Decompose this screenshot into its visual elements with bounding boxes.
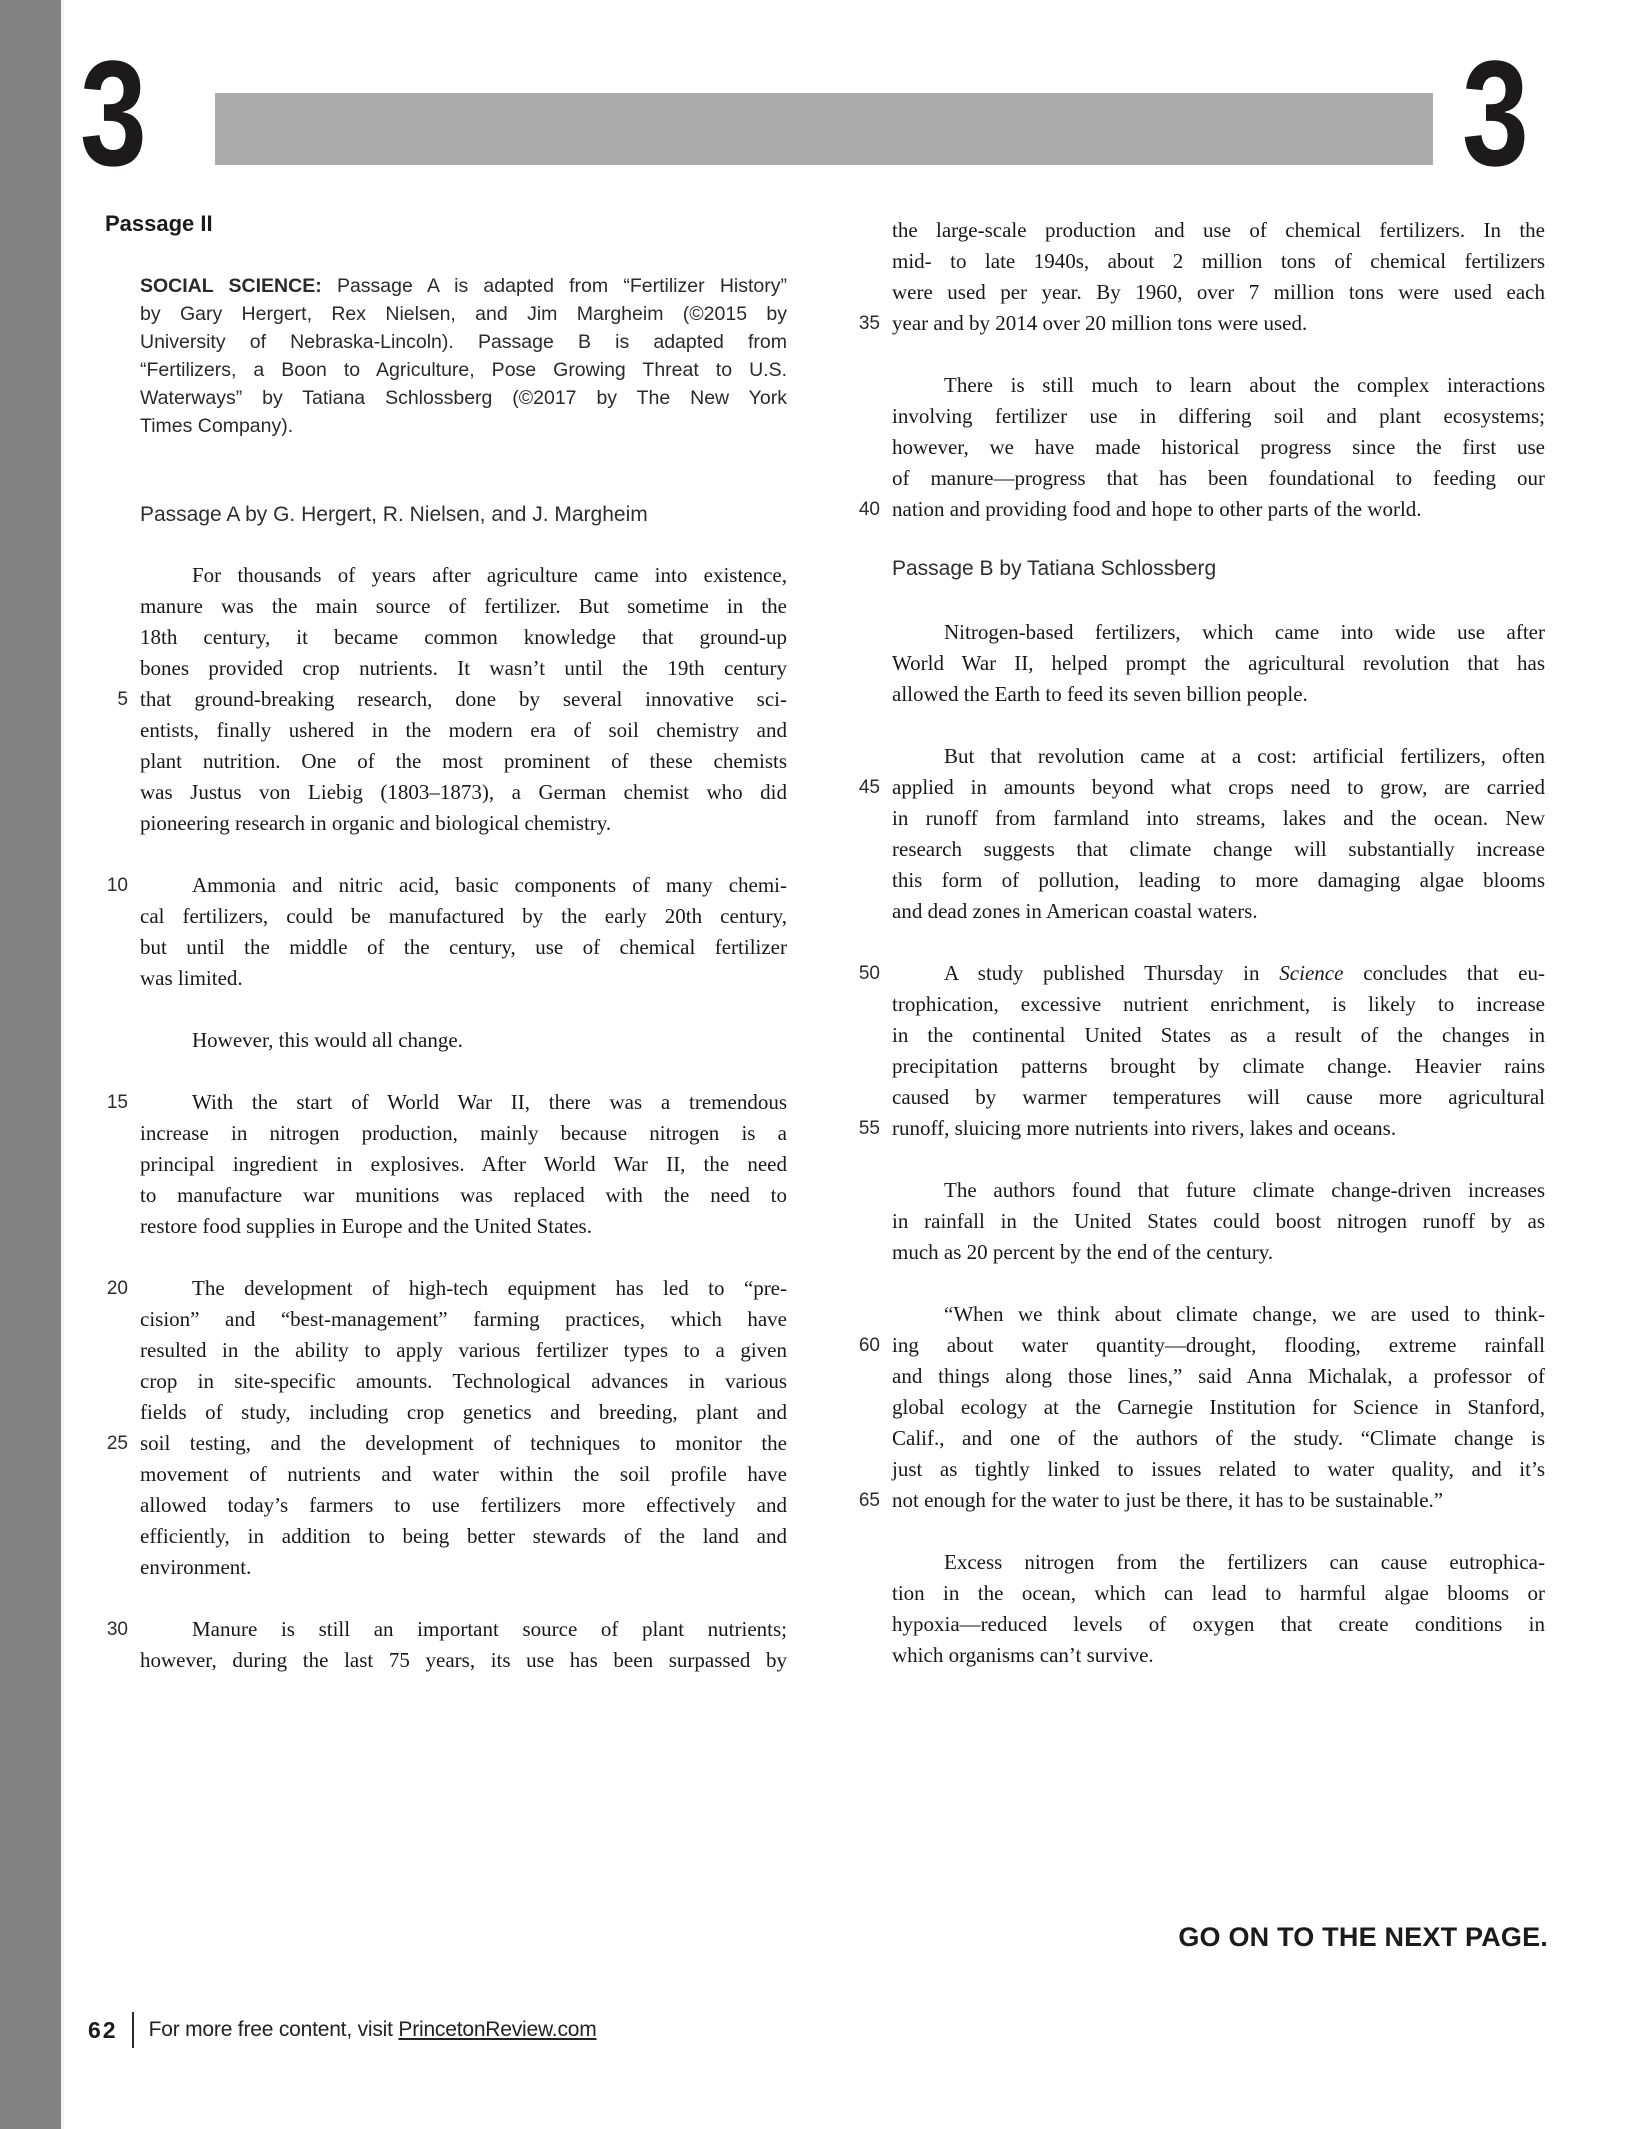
- passage-line: not enough for the water to just be there, it has to be sustainable.”: [892, 1488, 1444, 1512]
- passage-line: allowed the Earth to feed its seven billion people.: [892, 682, 1308, 706]
- line-number: [840, 1361, 880, 1392]
- line-number: [840, 741, 880, 772]
- line-number: [88, 1025, 128, 1056]
- passage-line: and dead zones in American coastal waters.: [892, 899, 1258, 923]
- passage-line-row: [88, 653, 787, 684]
- line-number: [840, 277, 880, 308]
- passage-b-heading: Passage B by Tatiana Schlossberg: [892, 557, 1217, 580]
- passage-title: Passage II: [105, 211, 213, 236]
- passage-line: in rainfall in the United States could boost nitrogen runoff by as: [892, 1209, 1545, 1233]
- line-number: [88, 808, 128, 839]
- passage-line: runoff, sluicing more nutrients into rivers, lakes and oceans.: [892, 1116, 1397, 1140]
- passage-line-row: [88, 622, 787, 653]
- passage-line-row: [840, 432, 1545, 463]
- passage-line: Manure is still an important source of plant nutrients;: [192, 1617, 787, 1641]
- line-number: 55: [858, 1118, 880, 1139]
- passage-line: mid- to late 1940s, about 2 million tons of chemical fertilizers: [892, 249, 1545, 273]
- passage-line-row: [88, 715, 787, 746]
- passage-line-row: [840, 989, 1545, 1020]
- line-number: [88, 1304, 128, 1335]
- line-number: [88, 932, 128, 963]
- passage-line: restore food supplies in Europe and the United States.: [140, 1214, 592, 1238]
- line-number: [840, 1082, 880, 1113]
- passage-line: however, during the last 75 years, its use has been surpassed by: [140, 1648, 787, 1672]
- line-number: [88, 1335, 128, 1366]
- line-number: 60: [858, 1335, 880, 1356]
- passage-line-row: [88, 746, 787, 777]
- passage-line-row: [840, 1206, 1545, 1237]
- passage-line-row: [840, 834, 1545, 865]
- passage-line-row: [88, 684, 787, 715]
- intro-line: “Fertilizers, a Boon to Agriculture, Pose Growing Threat to U.S.: [140, 359, 787, 381]
- passage-line: cision” and “best-management” farming practices, which have: [140, 1307, 787, 1331]
- passage-line: nation and providing food and hope to other parts of the world.: [892, 497, 1422, 521]
- paragraph: [840, 1175, 1545, 1268]
- passage-line-row: [840, 215, 1545, 246]
- passage-line: “When we think about climate change, we are used to think-: [944, 1302, 1545, 1326]
- line-number: [88, 622, 128, 653]
- passage-line-row: [88, 777, 787, 808]
- passage-line-row: [88, 1366, 787, 1397]
- passage-line-row: [840, 1175, 1545, 1206]
- intro-line: University of Nebraska-Lincoln). Passage B is adapted from: [140, 331, 787, 353]
- paragraph: [88, 1614, 787, 1676]
- passage-line-row: [88, 1552, 787, 1583]
- passage-line: in the continental United States as a result of the changes in: [892, 1023, 1545, 1047]
- line-number: [840, 1547, 880, 1578]
- passage-line: bones provided crop nutrients. It wasn’t until the 19th century: [140, 656, 787, 680]
- passage-line: World War II, helped prompt the agricultural revolution that has: [892, 651, 1545, 675]
- passage-line-row: [840, 1330, 1545, 1361]
- line-number: 15: [106, 1092, 128, 1113]
- passage-line-row: [840, 246, 1545, 277]
- line-number: [840, 1640, 880, 1671]
- passage-line-row: [840, 463, 1545, 494]
- line-number: 35: [858, 313, 880, 334]
- passage-line: A study published Thursday in Science concludes that eu-: [944, 961, 1545, 985]
- passage-line-row: [88, 1211, 787, 1242]
- passage-line-row: [840, 370, 1545, 401]
- line-number: [840, 648, 880, 679]
- page-footer: [88, 2012, 597, 2048]
- passage-line: trophication, excessive nutrient enrichment, is likely to increase: [892, 992, 1545, 1016]
- passage-line-row: [88, 808, 787, 839]
- intro-line: by Gary Hergert, Rex Nielsen, and Jim Margheim (©2015 by: [140, 303, 787, 325]
- passage-line-row: [840, 1609, 1545, 1640]
- line-number: [840, 463, 880, 494]
- intro-line: SOCIAL SCIENCE: Passage A is adapted from “Fertilizer History”: [140, 275, 787, 297]
- go-on-instruction: GO ON TO THE NEXT PAGE.: [1178, 1922, 1548, 1952]
- line-number: [840, 1175, 880, 1206]
- intro-line: Waterways” by Tatiana Schlossberg (©2017 by The New York: [140, 387, 787, 409]
- passage-line: just as tightly linked to issues related to water quality, and it’s: [892, 1457, 1545, 1481]
- passage-line: hypoxia—reduced levels of oxygen that create conditions in: [892, 1612, 1545, 1636]
- paragraph: [840, 617, 1545, 710]
- passage-line-row: [840, 1454, 1545, 1485]
- line-number: [840, 1578, 880, 1609]
- line-number: [840, 1454, 880, 1485]
- passage-line: involving fertilizer use in differing soil and plant ecosystems;: [892, 404, 1545, 428]
- passage-line: pioneering research in organic and biological chemistry.: [140, 811, 612, 835]
- passage-line: entists, finally ushered in the modern era of soil chemistry and: [140, 718, 787, 742]
- passage-line-row: [88, 1428, 787, 1459]
- left-column: [88, 205, 787, 1707]
- passage-a-text: [88, 502, 787, 1676]
- passage-line-row: [88, 1459, 787, 1490]
- line-number: [88, 1118, 128, 1149]
- passage-line-row: [840, 1547, 1545, 1578]
- line-number: [840, 1299, 880, 1330]
- passage-line: efficiently, in addition to being better stewards of the land and: [140, 1524, 787, 1548]
- passage-line-row: [840, 1237, 1545, 1268]
- passage-line-row: [840, 958, 1545, 989]
- line-number: [88, 1490, 128, 1521]
- page-number: 62: [88, 2016, 118, 2043]
- passage-line: Nitrogen-based fertilizers, which came into wide use after: [944, 620, 1545, 644]
- passage-line-row: [840, 896, 1545, 927]
- passage-line-row: [840, 648, 1545, 679]
- line-number: [840, 1609, 880, 1640]
- passage-line-row: [88, 591, 787, 622]
- passage-line: much as 20 percent by the end of the century.: [892, 1240, 1274, 1264]
- line-number: 40: [858, 499, 880, 520]
- passage-line: fields of study, including crop genetics and breeding, plant and: [140, 1400, 787, 1424]
- passage-line-row: [88, 870, 787, 901]
- passage-line-row: [840, 494, 1545, 525]
- passage-line: was limited.: [140, 966, 243, 990]
- paragraph: [840, 958, 1545, 1144]
- line-number: [840, 989, 880, 1020]
- passage-intro-blurb: [140, 272, 787, 440]
- passage-line: Ammonia and nitric acid, basic components of many chemi-: [192, 873, 787, 897]
- passage-line-row: [840, 1423, 1545, 1454]
- paragraph: [840, 741, 1545, 927]
- passage-line-row: [840, 1051, 1545, 1082]
- line-number: 10: [106, 875, 128, 896]
- line-number: [88, 1459, 128, 1490]
- passage-line: research suggests that climate change will substantially increase: [892, 837, 1545, 861]
- passage-line: however, we have made historical progress since the first use: [892, 435, 1545, 459]
- left-gray-rail: [0, 0, 64, 2129]
- line-number: [840, 1206, 880, 1237]
- paragraph: [840, 215, 1545, 339]
- footer-divider: [132, 2012, 134, 2048]
- passage-line-row: [88, 1273, 787, 1304]
- passage-line: crop in site-specific amounts. Technological advances in various: [140, 1369, 787, 1393]
- footer-link[interactable]: PrincetonReview.com: [398, 2018, 597, 2041]
- passage-line: environment.: [140, 1555, 252, 1579]
- passage-line: was Justus von Liebig (1803–1873), a German chemist who did: [140, 780, 787, 804]
- passage-line-row: [88, 1645, 787, 1676]
- passage-line: but until the middle of the century, use of chemical fertilizer: [140, 935, 787, 959]
- passage-line: resulted in the ability to apply various fertilizer types to a given: [140, 1338, 787, 1362]
- line-number: [840, 401, 880, 432]
- passage-line: caused by warmer temperatures will cause more agricultural: [892, 1085, 1545, 1109]
- passage-line-row: [840, 772, 1545, 803]
- passage-line: There is still much to learn about the complex interactions: [944, 373, 1545, 397]
- passage-line-row: [88, 1304, 787, 1335]
- line-number: [840, 215, 880, 246]
- passage-line-row: [840, 803, 1545, 834]
- passage-line-row: [840, 865, 1545, 896]
- passage-line-row: [88, 1614, 787, 1645]
- passage-line-row: [88, 1521, 787, 1552]
- line-number: 45: [858, 777, 880, 798]
- passage-line: applied in amounts beyond what crops need to grow, are carried: [892, 775, 1545, 799]
- passage-line-row: [88, 1118, 787, 1149]
- passage-line: cal fertilizers, could be manufactured by the early 20th century,: [140, 904, 787, 928]
- passage-line: which organisms can’t survive.: [892, 1643, 1154, 1667]
- passage-line-row: [88, 1335, 787, 1366]
- footer-text-label: For more free content, visit: [148, 2018, 399, 2041]
- line-number: [840, 803, 880, 834]
- passage-line-row: [840, 1578, 1545, 1609]
- passage-line: year and by 2014 over 20 million tons were used.: [892, 311, 1308, 335]
- line-number: [88, 777, 128, 808]
- passage-line-row: [840, 1485, 1545, 1516]
- line-number: 20: [106, 1278, 128, 1299]
- passage-line-row: [840, 1361, 1545, 1392]
- line-number: [88, 560, 128, 591]
- passage-line-row: [840, 308, 1545, 339]
- line-number: [840, 865, 880, 896]
- passage-line-row: [840, 277, 1545, 308]
- passage-line: ing about water quantity—drought, flooding, extreme rainfall: [892, 1333, 1545, 1357]
- passage-line-row: [840, 1299, 1545, 1330]
- section-number-left: 3: [80, 29, 147, 197]
- passage-line: manure was the main source of fertilizer. But sometime in the: [140, 594, 787, 618]
- passage-line-row: [88, 1149, 787, 1180]
- passage-line: tion in the ocean, which can lead to harmful algae blooms or: [892, 1581, 1545, 1605]
- line-number: [840, 617, 880, 648]
- line-number: [840, 370, 880, 401]
- paragraph: [88, 870, 787, 994]
- passage-line-row: [88, 560, 787, 591]
- intro-line: Times Company).: [140, 415, 294, 437]
- passage-line-row: [88, 1025, 787, 1056]
- line-number: [88, 591, 128, 622]
- passage-line-row: [840, 401, 1545, 432]
- passage-line-row: [88, 932, 787, 963]
- line-number: [88, 715, 128, 746]
- passage-line-row: [88, 1180, 787, 1211]
- passage-line: movement of nutrients and water within the soil profile have: [140, 1462, 787, 1486]
- passage-line-row: [88, 1397, 787, 1428]
- line-number: [840, 1392, 880, 1423]
- line-number: [88, 1552, 128, 1583]
- line-number: [840, 896, 880, 927]
- passage-line: global ecology at the Carnegie Institution for Science in Stanford,: [892, 1395, 1545, 1419]
- line-number: [840, 679, 880, 710]
- passage-line: soil testing, and the development of techniques to monitor the: [140, 1431, 787, 1455]
- passage-line: Calif., and one of the authors of the study. “Climate change is: [892, 1426, 1545, 1450]
- passage-line: in runoff from farmland into streams, lakes and the ocean. New: [892, 806, 1545, 830]
- line-number: 50: [858, 963, 880, 984]
- line-number: [88, 1397, 128, 1428]
- line-number: [88, 901, 128, 932]
- passage-line: Excess nitrogen from the fertilizers can cause eutrophica-: [944, 1550, 1545, 1574]
- passage-line-row: [840, 741, 1545, 772]
- passage-line: However, this would all change.: [192, 1028, 463, 1052]
- line-number: [840, 1051, 880, 1082]
- line-number: [840, 246, 880, 277]
- passage-line: were used per year. By 1960, over 7 million tons were used each: [892, 280, 1545, 304]
- passage-line: increase in nitrogen production, mainly because nitrogen is a: [140, 1121, 787, 1145]
- line-number: [88, 1366, 128, 1397]
- footer-text: [149, 2018, 597, 2042]
- line-number: [840, 834, 880, 865]
- passage-line-row: [840, 1020, 1545, 1051]
- passage-line-row: [840, 1082, 1545, 1113]
- passage-line-row: [88, 901, 787, 932]
- passage-line: principal ingredient in explosives. After World War II, the need: [140, 1152, 787, 1176]
- line-number: [88, 1521, 128, 1552]
- paragraph: [88, 1087, 787, 1242]
- line-number: [88, 746, 128, 777]
- passage-line-row: [840, 679, 1545, 710]
- passage-line: The development of high-tech equipment has led to “pre-: [192, 1276, 787, 1300]
- section-number-right: 3: [1462, 29, 1529, 197]
- paragraph: [840, 1299, 1545, 1516]
- passage-a-heading: Passage A by G. Hergert, R. Nielsen, and J. Margheim: [140, 503, 648, 526]
- line-number: 5: [117, 689, 128, 710]
- passage-line: of manure—progress that has been foundational to feeding our: [892, 466, 1545, 490]
- paragraph: [88, 560, 787, 839]
- passage-line: the large-scale production and use of chemical fertilizers. In the: [892, 218, 1545, 242]
- line-number: 30: [106, 1619, 128, 1640]
- paragraph: [88, 1273, 787, 1583]
- passage-line-row: [88, 1490, 787, 1521]
- passage-line: precipitation patterns brought by climate change. Heavier rains: [892, 1054, 1545, 1078]
- line-number: [88, 963, 128, 994]
- line-number: [88, 1149, 128, 1180]
- header-gray-bar: [215, 93, 1433, 165]
- right-column: [840, 215, 1545, 1702]
- passage-line: plant nutrition. One of the most prominent of these chemists: [140, 749, 787, 773]
- line-number: [88, 653, 128, 684]
- passage-line: and things along those lines,” said Anna Michalak, a professor of: [892, 1364, 1545, 1388]
- paragraph: [88, 1025, 787, 1056]
- passage-line: But that revolution came at a cost: artificial fertilizers, often: [944, 744, 1545, 768]
- passage-line-row: [840, 1113, 1545, 1144]
- passage-line-row: [840, 1640, 1545, 1671]
- passage-line: 18th century, it became common knowledge that ground-up: [140, 625, 787, 649]
- passage-line-row: [840, 1392, 1545, 1423]
- paragraph: [840, 370, 1545, 525]
- passage-line: to manufacture war munitions was replaced with the need to: [140, 1183, 787, 1207]
- passage-line: The authors found that future climate change-driven increases: [944, 1178, 1545, 1202]
- line-number: [840, 1020, 880, 1051]
- line-number: [840, 1423, 880, 1454]
- passage-line-row: [88, 1087, 787, 1118]
- passage-line: this form of pollution, leading to more damaging algae blooms: [892, 868, 1545, 892]
- line-number: 65: [858, 1490, 880, 1511]
- line-number: [88, 1211, 128, 1242]
- line-number: 25: [106, 1433, 128, 1454]
- passage-line: that ground-breaking research, done by several innovative sci-: [140, 687, 787, 711]
- paragraph: [840, 1547, 1545, 1671]
- line-number: [88, 1180, 128, 1211]
- passage-line: With the start of World War II, there was a tremendous: [192, 1090, 787, 1114]
- passage-line-row: [840, 617, 1545, 648]
- line-number: [840, 432, 880, 463]
- passage-line-row: [88, 963, 787, 994]
- line-number: [840, 1237, 880, 1268]
- passage-line: allowed today’s farmers to use fertilizers more effectively and: [140, 1493, 787, 1517]
- line-number: [88, 1645, 128, 1676]
- passage-line: For thousands of years after agriculture came into existence,: [192, 563, 787, 587]
